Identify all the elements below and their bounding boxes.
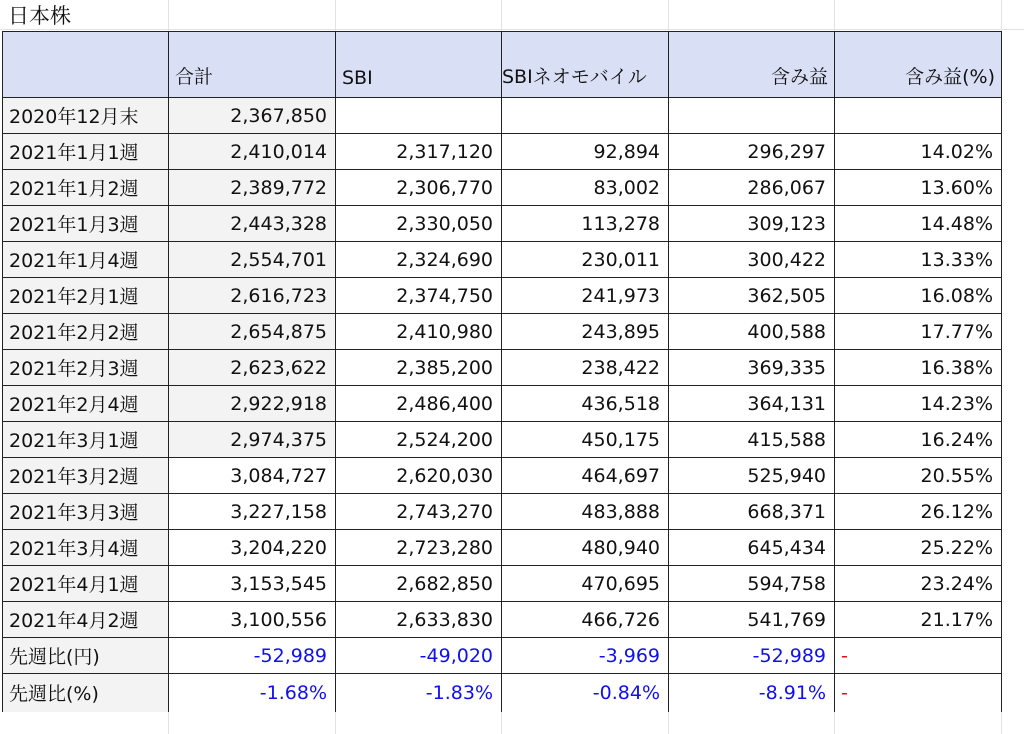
total-cell[interactable]: 2,443,328 (169, 206, 336, 242)
sbi-cell[interactable]: 2,330,050 (336, 206, 502, 242)
header-row (3, 32, 1002, 98)
gain-pct-cell[interactable]: 26.12% (835, 494, 1002, 530)
table-row (3, 206, 1002, 242)
sbi-cell[interactable]: 2,682,850 (336, 566, 502, 602)
sbi-cell[interactable]: 2,324,690 (336, 242, 502, 278)
total-cell[interactable]: 2,554,701 (169, 242, 336, 278)
gain-pct-cell[interactable]: 17.77% (835, 314, 1002, 350)
gain-pct-cell[interactable]: 21.17% (835, 602, 1002, 638)
header-unrealized-gain-pct[interactable]: 含み益(%) (835, 32, 1002, 98)
total-cell[interactable]: 2,654,875 (169, 314, 336, 350)
row-label-cell[interactable]: 2021年3月2週 (3, 458, 169, 494)
neomobile-cell[interactable]: 243,895 (502, 314, 669, 350)
row-label-cell[interactable]: 先週比(円) (3, 638, 169, 674)
gain-pct-cell[interactable]: 14.02% (835, 134, 1002, 170)
stock-table (2, 31, 1002, 712)
sheet-title[interactable]: 日本株 (8, 4, 71, 28)
total-cell[interactable]: -52,989 (169, 638, 336, 674)
sbi-cell[interactable]: 2,306,770 (336, 170, 502, 206)
row-label-cell[interactable]: 2021年3月1週 (3, 422, 169, 458)
sbi-cell[interactable]: -49,020 (336, 638, 502, 674)
neomobile-cell[interactable]: 436,518 (502, 386, 669, 422)
table-row (3, 674, 1002, 712)
table-row (3, 530, 1002, 566)
header-cell-empty[interactable] (3, 32, 169, 98)
total-cell[interactable]: 3,227,158 (169, 494, 336, 530)
row-label-cell[interactable]: 2021年3月4週 (3, 530, 169, 566)
gain-pct-cell[interactable]: 23.24% (835, 566, 1002, 602)
sbi-cell[interactable]: 2,486,400 (336, 386, 502, 422)
error-indicator: - (841, 644, 848, 667)
row-label-cell[interactable]: 2021年4月2週 (3, 602, 169, 638)
total-cell[interactable]: 3,153,545 (169, 566, 336, 602)
gain-pct-cell[interactable]: 14.23% (835, 386, 1002, 422)
neomobile-cell[interactable]: 483,888 (502, 494, 669, 530)
neomobile-cell[interactable]: 466,726 (502, 602, 669, 638)
sbi-cell[interactable]: 2,723,280 (336, 530, 502, 566)
total-cell[interactable]: -1.68% (169, 674, 336, 712)
row-label-cell[interactable]: 2021年1月4週 (3, 242, 169, 278)
row-label-cell[interactable]: 2021年1月2週 (3, 170, 169, 206)
total-cell[interactable]: 2,410,014 (169, 134, 336, 170)
gain-pct-cell[interactable]: 25.22% (835, 530, 1002, 566)
gain-cell[interactable]: 296,297 (669, 134, 835, 170)
gain-cell[interactable]: 525,940 (669, 458, 835, 494)
neomobile-cell[interactable]: 241,973 (502, 278, 669, 314)
neomobile-cell[interactable]: -0.84% (502, 674, 669, 712)
total-cell[interactable]: 2,623,622 (169, 350, 336, 386)
table-row (3, 602, 1002, 638)
gain-pct-cell[interactable]: 13.60% (835, 170, 1002, 206)
gain-cell[interactable]: -52,989 (669, 638, 835, 674)
total-cell[interactable]: 2,389,772 (169, 170, 336, 206)
table-row (3, 314, 1002, 350)
table-row (3, 170, 1002, 206)
row-label-cell[interactable]: 2021年2月2週 (3, 314, 169, 350)
gain-pct-cell[interactable]: 20.55% (835, 458, 1002, 494)
table-row (3, 386, 1002, 422)
gain-cell[interactable]: 300,422 (669, 242, 835, 278)
header-total[interactable]: 合計 (169, 32, 336, 98)
sbi-cell[interactable]: 2,374,750 (336, 278, 502, 314)
gain-cell[interactable]: 369,335 (669, 350, 835, 386)
row-label-cell[interactable]: 2021年3月3週 (3, 494, 169, 530)
sbi-cell[interactable]: 2,633,830 (336, 602, 502, 638)
gain-cell[interactable] (669, 98, 835, 134)
grid-line (0, 29, 1024, 30)
neomobile-cell[interactable]: 83,002 (502, 170, 669, 206)
neomobile-cell[interactable]: 470,695 (502, 566, 669, 602)
gain-pct-cell[interactable]: 13.33% (835, 242, 1002, 278)
table-row (3, 494, 1002, 530)
gain-cell[interactable]: 286,067 (669, 170, 835, 206)
total-cell[interactable]: 2,922,918 (169, 386, 336, 422)
neomobile-cell[interactable]: -3,969 (502, 638, 669, 674)
header-sbi[interactable]: SBI (336, 32, 502, 98)
total-cell[interactable]: 3,204,220 (169, 530, 336, 566)
sbi-cell[interactable]: -1.83% (336, 674, 502, 712)
neomobile-cell[interactable]: 92,894 (502, 134, 669, 170)
sbi-cell[interactable]: 2,410,980 (336, 314, 502, 350)
row-label-cell[interactable]: 2020年12月末 (3, 98, 169, 134)
total-cell[interactable]: 2,367,850 (169, 98, 336, 134)
total-cell[interactable]: 2,974,375 (169, 422, 336, 458)
sbi-cell[interactable]: 2,743,270 (336, 494, 502, 530)
row-label-cell[interactable]: 2021年4月1週 (3, 566, 169, 602)
error-indicator: - (841, 681, 848, 704)
gain-cell[interactable]: 668,371 (669, 494, 835, 530)
gain-cell[interactable]: -8.91% (669, 674, 835, 712)
row-label-cell[interactable]: 2021年2月3週 (3, 350, 169, 386)
table-row (3, 98, 1002, 134)
gain-cell[interactable]: 400,588 (669, 314, 835, 350)
gain-cell[interactable]: 364,131 (669, 386, 835, 422)
gain-cell[interactable]: 362,505 (669, 278, 835, 314)
table-row (3, 566, 1002, 602)
sbi-cell[interactable]: 2,317,120 (336, 134, 502, 170)
table-row (3, 242, 1002, 278)
gain-pct-cell[interactable] (835, 98, 1002, 134)
neomobile-cell[interactable]: 238,422 (502, 350, 669, 386)
row-label-cell[interactable]: 2021年1月3週 (3, 206, 169, 242)
gain-cell[interactable]: 594,758 (669, 566, 835, 602)
gain-cell[interactable]: 645,434 (669, 530, 835, 566)
row-label-cell[interactable]: 2021年1月1週 (3, 134, 169, 170)
table-row (3, 638, 1002, 674)
table-row (3, 134, 1002, 170)
total-cell[interactable]: 3,084,727 (169, 458, 336, 494)
gain-cell[interactable]: 309,123 (669, 206, 835, 242)
table-row (3, 458, 1002, 494)
neomobile-cell[interactable]: 464,697 (502, 458, 669, 494)
header-unrealized-gain[interactable]: 含み益 (669, 32, 835, 98)
sbi-cell[interactable] (336, 98, 502, 134)
gain-pct-cell[interactable]: 16.38% (835, 350, 1002, 386)
neomobile-cell[interactable] (502, 98, 669, 134)
header-neomobile[interactable]: SBIネオモバイル (502, 32, 669, 98)
gain-pct-cell[interactable]: 14.48% (835, 206, 1002, 242)
sbi-cell[interactable]: 2,524,200 (336, 422, 502, 458)
gain-cell[interactable]: 415,588 (669, 422, 835, 458)
gain-pct-cell[interactable] (835, 638, 1002, 674)
gain-pct-cell[interactable]: 16.24% (835, 422, 1002, 458)
row-label-cell[interactable]: 先週比(%) (3, 674, 169, 712)
neomobile-cell[interactable]: 480,940 (502, 530, 669, 566)
sbi-cell[interactable]: 2,385,200 (336, 350, 502, 386)
row-label-cell[interactable]: 2021年2月4週 (3, 386, 169, 422)
total-cell[interactable]: 2,616,723 (169, 278, 336, 314)
gain-pct-cell[interactable] (835, 674, 1002, 712)
neomobile-cell[interactable]: 450,175 (502, 422, 669, 458)
total-cell[interactable]: 3,100,556 (169, 602, 336, 638)
sbi-cell[interactable]: 2,620,030 (336, 458, 502, 494)
table-row (3, 422, 1002, 458)
table-row (3, 278, 1002, 314)
row-label-cell[interactable]: 2021年2月1週 (3, 278, 169, 314)
neomobile-cell[interactable]: 230,011 (502, 242, 669, 278)
neomobile-cell[interactable]: 113,278 (502, 206, 669, 242)
table-row (3, 350, 1002, 386)
gain-cell[interactable]: 541,769 (669, 602, 835, 638)
gain-pct-cell[interactable]: 16.08% (835, 278, 1002, 314)
